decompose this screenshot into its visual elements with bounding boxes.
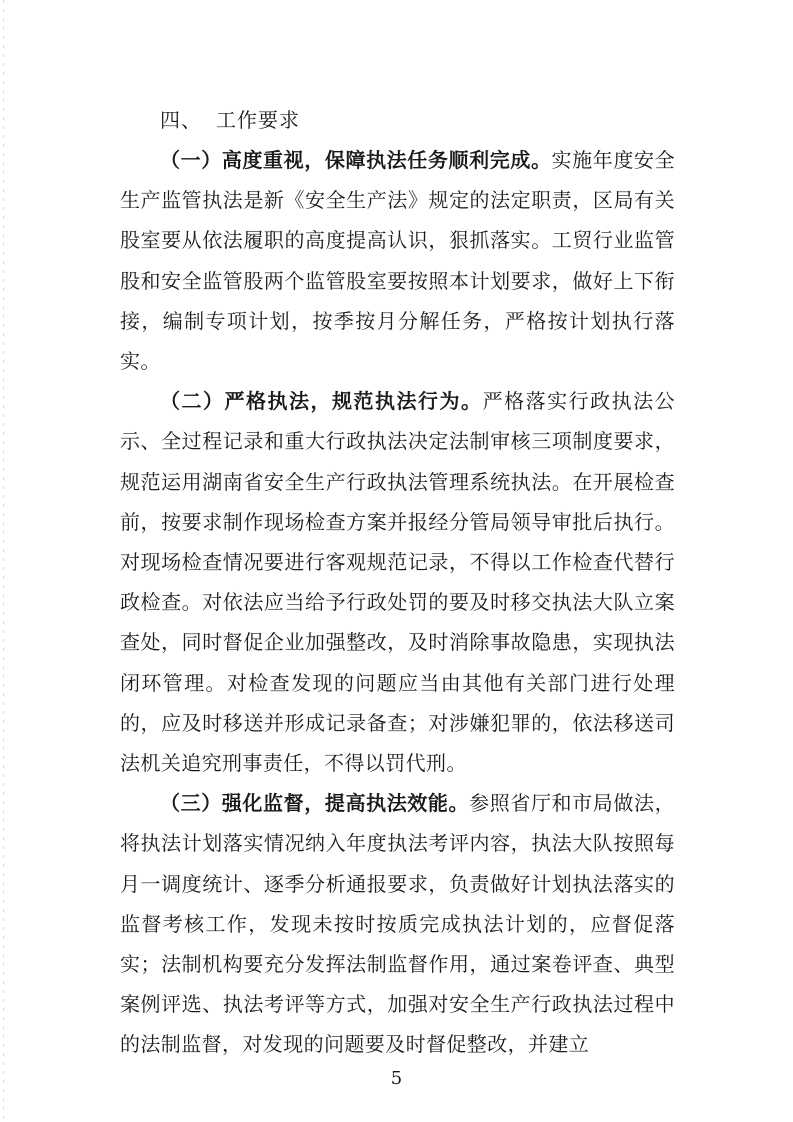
section-heading bbox=[120, 100, 675, 140]
paragraph-2-lead: （二）严格执法，规范执法行为。 bbox=[160, 389, 483, 414]
paragraph-2-body: 严格落实行政执法公示、全过程记录和重大行政执法决定法制审核三项制度要求，规范运用湖南省安全生产行政执法管理系统执法。在开展检查前，按要求制作现场检查方案并报经分管局领导审批后执行。对现场检查情况要进行客观规范记录，不得以工作检查代替行政检查。对依法应当给予行政处罚的要及时移交执法大队立案查处，同时督促企业加强整改，及时消除事故隐患，实现执法闭环管理。对检查发现的问题应当由其他有关部门进行处理的，应及时移送并形成记录备查；对涉嫌犯罪的，依法移送司法机关追究刑事责任，不得以罚代刑。 bbox=[120, 389, 675, 776]
paragraph-3-lead: （三）强化监督，提高执法效能。 bbox=[160, 791, 470, 816]
paragraph-3-body: 参照省厅和市局做法，将执法计划落实情况纳入年度执法考评内容，执法大队按照每月一调度统计、逐季分析通报要求，负责做好计划执法落实的监督考核工作，发现未按时按质完成执法计划的，应督促落实；法制机构要充分发挥法制监督作用，通过案卷评查、典型案例评选、执法考评等方式，加强对安全生产行政执法过程中的法制监督，对发现的问题要及时督促整改，并建立 bbox=[120, 791, 675, 1057]
section-heading-text: 工作要求 bbox=[216, 108, 300, 132]
section-heading-number: 四、 bbox=[160, 108, 202, 132]
paragraph-1-lead: （一）高度重视，保障执法任务顺利完成。 bbox=[160, 148, 552, 172]
paragraph-2 bbox=[120, 381, 675, 783]
document-body bbox=[120, 100, 675, 1065]
paragraph-1-body: 实施年度安全生产监管执法是新《安全生产法》规定的法定职责，区局有关股室要从依法履职的高度提高认识，狠抓落实。工贸行业监管股和安全监管股两个监管股室要按照本计划要求，做好上下衔接，编制专项计划，按季按月分解任务，严格按计划执行落实。 bbox=[120, 148, 675, 374]
page-number: 5 bbox=[390, 1068, 403, 1089]
scan-edge-mark bbox=[3, 0, 4, 1122]
paragraph-1 bbox=[120, 140, 675, 381]
paragraph-3 bbox=[120, 783, 675, 1064]
